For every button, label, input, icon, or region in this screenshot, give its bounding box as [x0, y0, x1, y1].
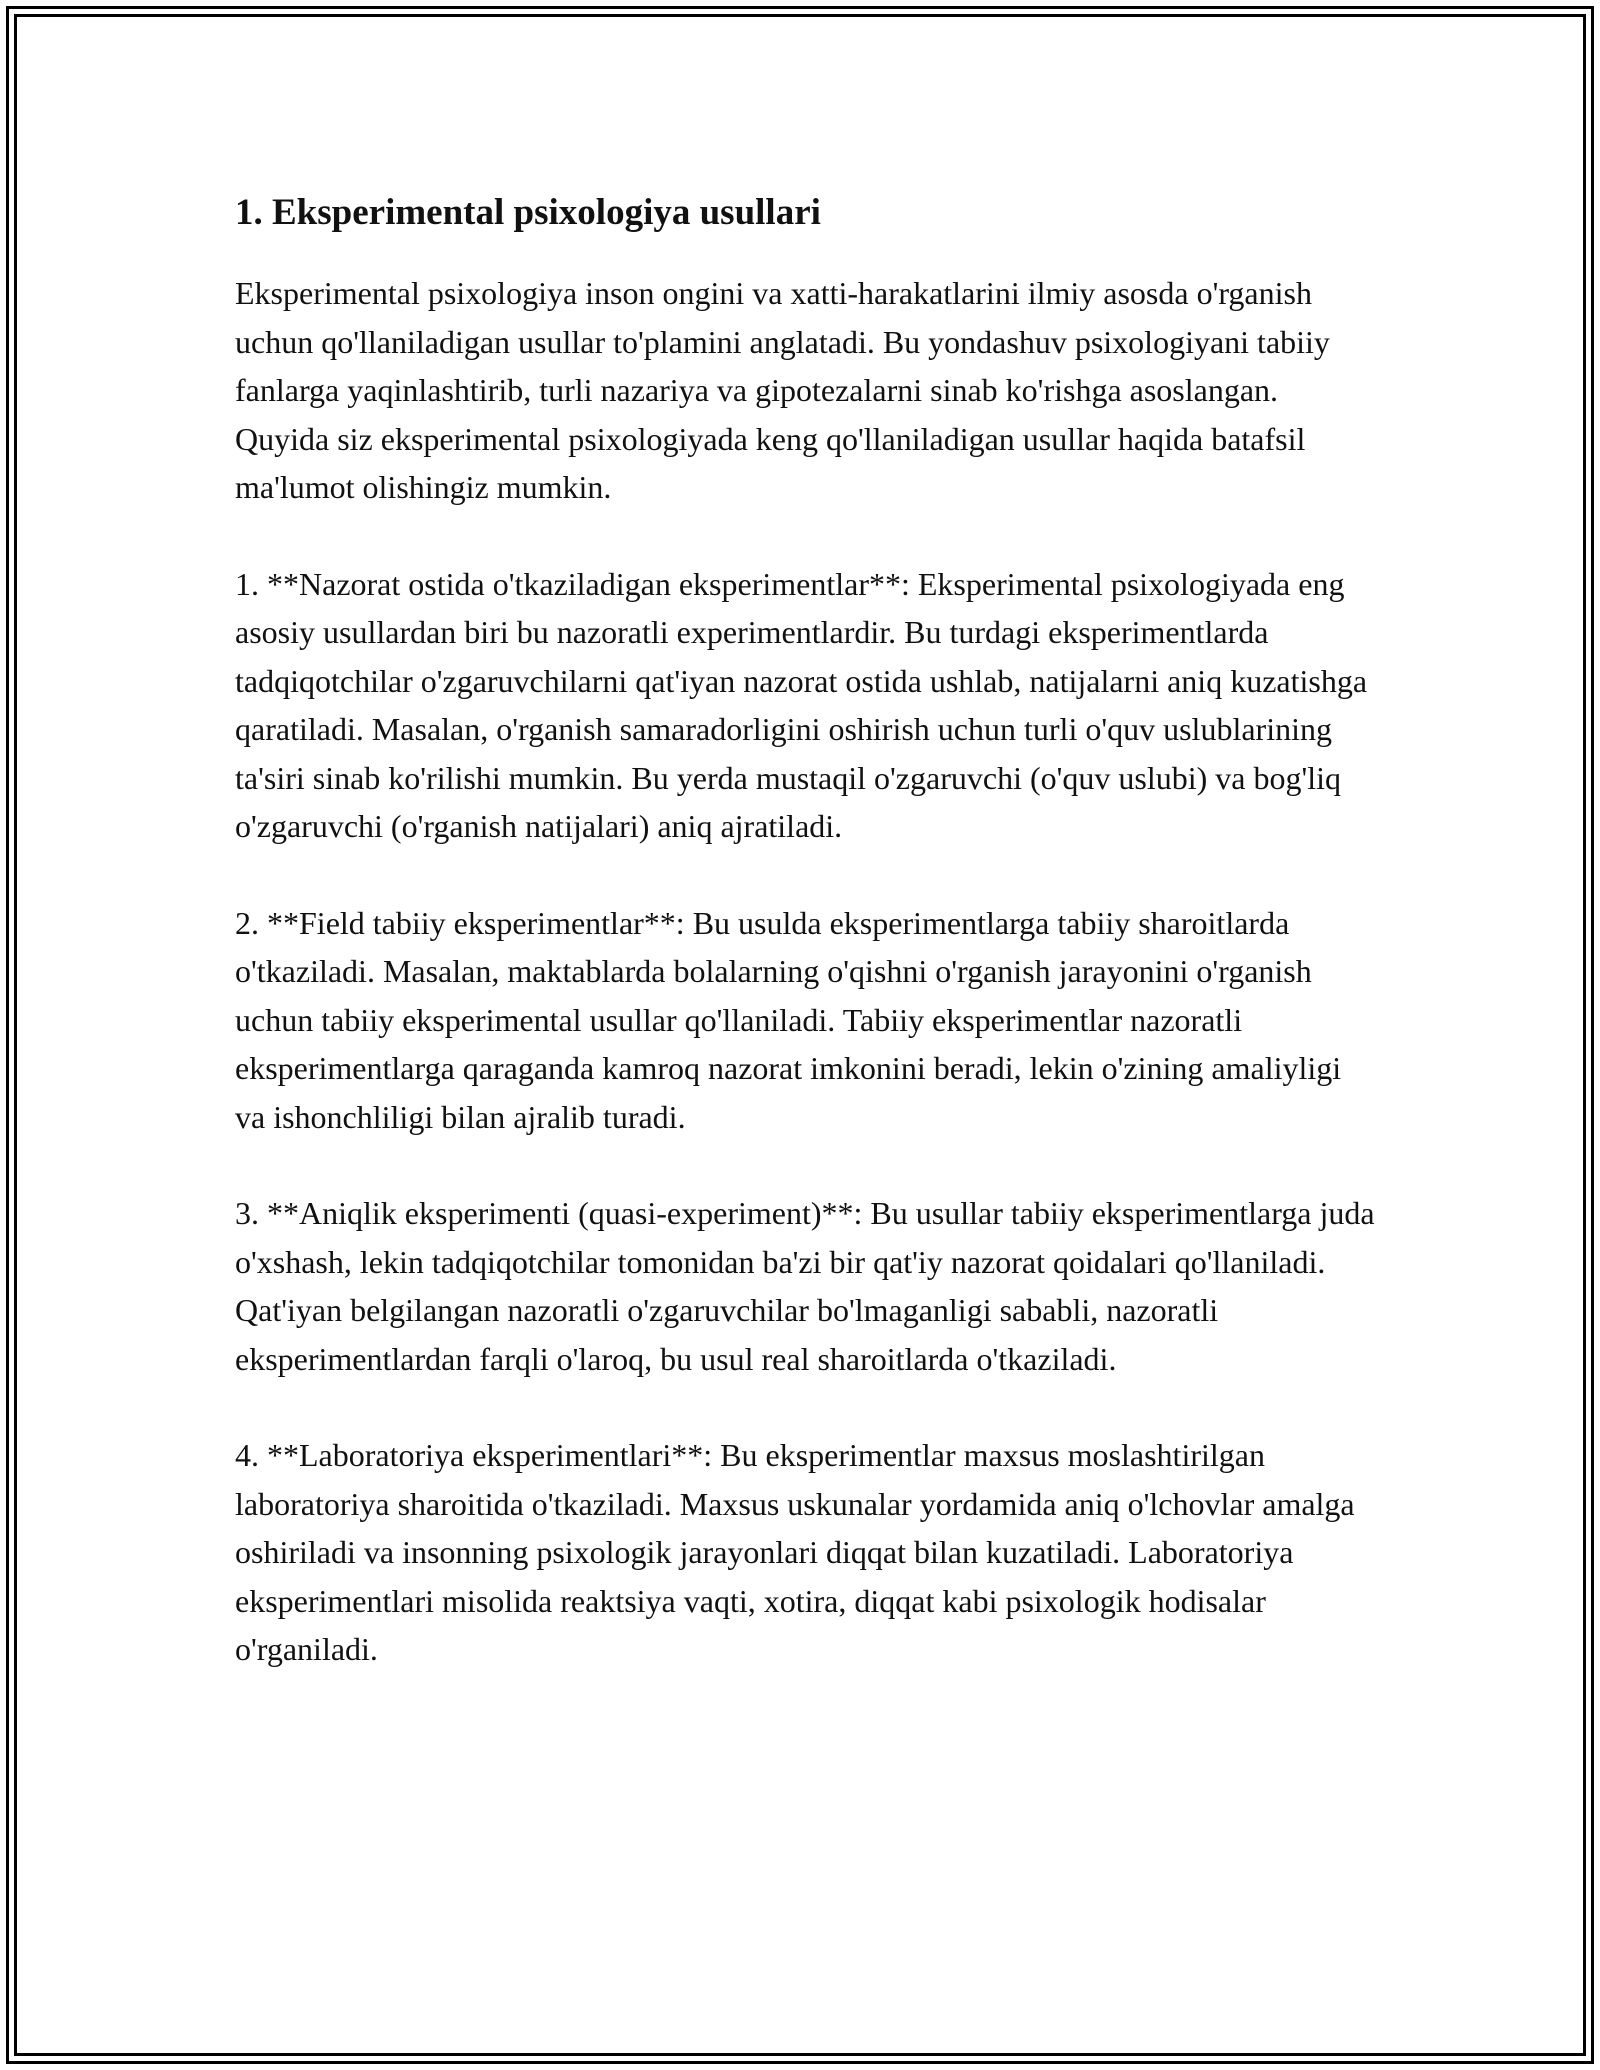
document-title: 1. Eksperimental psixologiya usullari	[235, 192, 821, 233]
paragraph-item-3: 3. **Aniqlik eksperimenti (quasi-experiment)**: Bu usullar tabiiy eksperimentlarga juda o'xshash, lekin tadqiqotchilar tomonidan ba'zi bir qat'iy nazorat qoidalari qo'llaniladi. Qat'iyan belgilangan nazoratli o'zgaruvchilar bo'lmaganligi sababli, nazoratli eksperimentlardan farqli o'laroq, bu usul real sharoitlarda o'tkaziladi.	[235, 1195, 1375, 1377]
paragraph-item-4: 4. **Laboratoriya eksperimentlari**: Bu eksperimentlar maxsus moslashtirilgan laboratoriya sharoitida o'tkaziladi. Maxsus uskunalar yordamida aniq o'lchovlar amalga oshiriladi va insonning psixologik jarayonlari diqqat bilan kuzatiladi. Laboratoriya eksperimentlari misolida reaktsiya vaqti, xotira, diqqat kabi psixologik hodisalar o'rganiladi.	[235, 1437, 1355, 1667]
paragraph-item-1: 1. **Nazorat ostida o'tkaziladigan eksperimentlar**: Eksperimental psixologiyada eng asosiy usullardan biri bu nazoratli experimentlardir. Bu turdagi eksperimentlarda tadqiqotchilar o'zgaruvchilarni qat'iyan nazorat ostida ushlab, natijalarni aniq kuzatishga qaratiladi. Masalan, o'rganish samaradorligini oshirish uchun turli o'quv uslublarining ta'siri sinab ko'rilishi mumkin. Bu yerda mustaqil o'zgaruvchi (o'quv uslubi) va bog'liq o'zgaruvchi (o'rganish natijalari) aniq ajratiladi.	[235, 565, 1368, 844]
document-body	[235, 185, 1375, 1722]
paragraph-item-2: 2. **Field tabiiy eksperimentlar**: Bu usulda eksperimentlarga tabiiy sharoitlarda o'tkaziladi. Masalan, maktablarda bolalarning o'qishni o'rganish jarayonini o'rganish uchun tabiiy eksperimental usullar qo'llaniladi. Tabiiy eksperimentlar nazoratli eksperimentlarga qaraganda kamroq nazorat imkonini beradi, lekin o'zining amaliyligi va ishonchliligi bilan ajralib turadi.	[235, 904, 1342, 1135]
paragraph-intro: Eksperimental psixologiya inson ongini va xatti-harakatlarini ilmiy asosda o'rganish uchun qo'llaniladigan usullar to'plamini anglatadi. Bu yondashuv psixologiyani tabiiy fanlarga yaqinlashtirib, turli nazariya va gipotezalarni sinab ko'rishga asoslangan. Quyida siz eksperimental psixologiyada keng qo'llaniladigan usullar haqida batafsil ma'lumot olishingiz mumkin.	[235, 275, 1330, 505]
